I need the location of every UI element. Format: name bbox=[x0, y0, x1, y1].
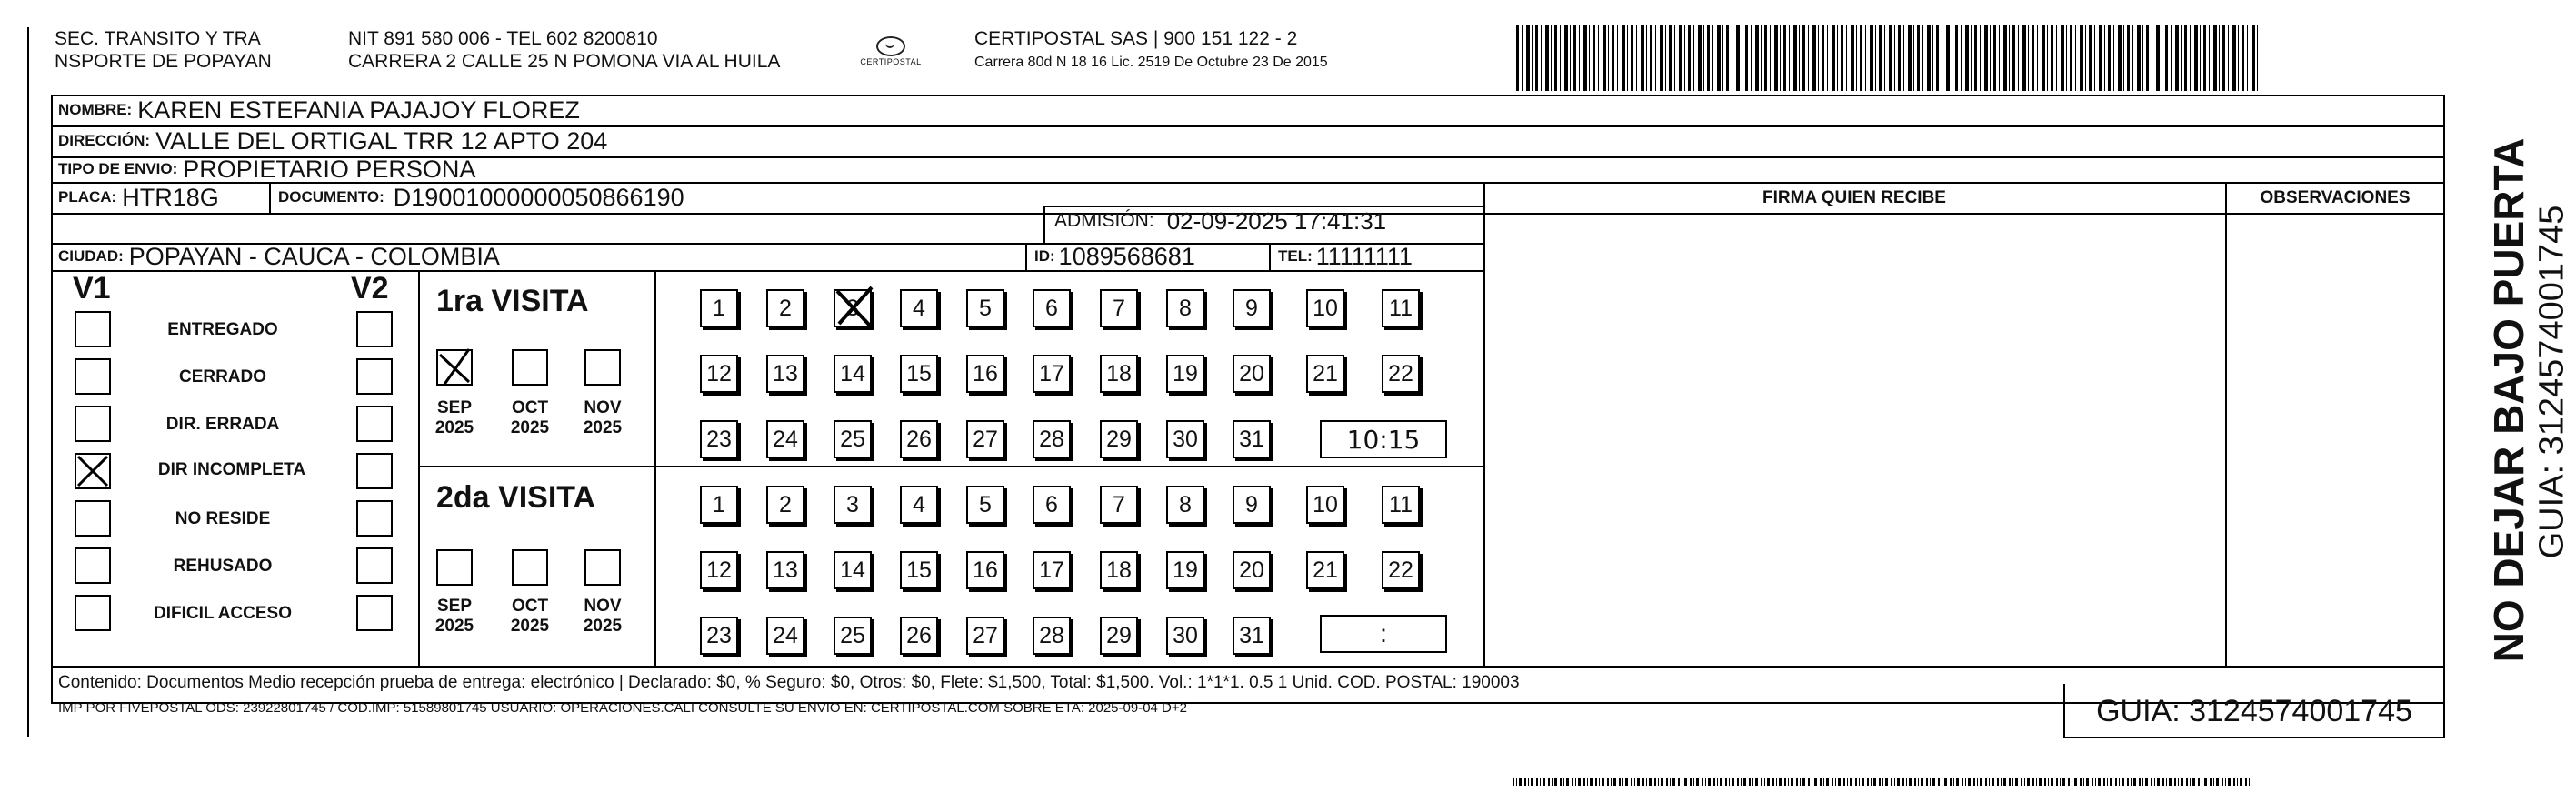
admision-label: ADMISIÓN: bbox=[1054, 210, 1154, 231]
v1-day-box-14[interactable]: 14 bbox=[834, 355, 872, 393]
v1-day-box-5[interactable]: 5 bbox=[966, 289, 1004, 327]
status-label-dir-errada: DIR. ERRADA bbox=[165, 415, 280, 434]
frame-right bbox=[2443, 95, 2445, 704]
tipo-value: PROPIETARIO PERSONA bbox=[183, 155, 476, 183]
v2-day-box-27[interactable]: 27 bbox=[966, 617, 1004, 655]
v1-day-box-12[interactable]: 12 bbox=[700, 355, 738, 393]
tel-divider bbox=[1269, 243, 1271, 270]
footer-mini-barcode bbox=[1513, 778, 2252, 786]
visit2-month-nov-name: NOV bbox=[584, 597, 622, 616]
v2-day-box-17[interactable]: 17 bbox=[1033, 551, 1071, 589]
v2-day-box-24[interactable]: 24 bbox=[766, 617, 804, 655]
id-label: ID: bbox=[1034, 247, 1055, 265]
visit2-month-sep-checkbox[interactable] bbox=[436, 549, 473, 586]
visit2-time-box[interactable]: : bbox=[1320, 615, 1447, 653]
sender-address: CARRERA 2 CALLE 25 N POMONA VIA AL HUILA bbox=[348, 51, 781, 72]
v1-day-box-16[interactable]: 16 bbox=[966, 355, 1004, 393]
admision-row bbox=[1054, 207, 1386, 235]
status-label-cerrado: CERRADO bbox=[178, 367, 267, 386]
nombre-row bbox=[58, 95, 580, 125]
admision-value: 02-09-2025 17:41:31 bbox=[1166, 206, 1387, 235]
v2-label: V2 bbox=[351, 271, 389, 306]
visit1-month-oct-name: OCT bbox=[511, 398, 549, 417]
v1-day-box-17[interactable]: 17 bbox=[1033, 355, 1071, 393]
v2-day-box-3[interactable]: 3 bbox=[834, 486, 872, 524]
v2-day-box-10[interactable]: 10 bbox=[1306, 486, 1344, 524]
v1-day-box-2[interactable]: 2 bbox=[766, 289, 804, 327]
status-label-dificil-acceso: DIFICIL ACCESO bbox=[153, 604, 292, 623]
v1-day-box-13[interactable]: 13 bbox=[766, 355, 804, 393]
v2-checkbox-dificil-acceso[interactable] bbox=[356, 595, 393, 631]
v1-day-box-31[interactable]: 31 bbox=[1233, 420, 1271, 458]
visit1-month-nov-year: 2025 bbox=[583, 418, 623, 437]
v1-checkbox-rehusado[interactable] bbox=[75, 547, 111, 584]
direccion-row bbox=[58, 125, 607, 156]
visit2-month-oct bbox=[503, 597, 557, 637]
ciudad-label: CIUDAD: bbox=[58, 247, 124, 265]
v1-day-box-10[interactable]: 10 bbox=[1306, 289, 1344, 327]
v1-checkbox-dir-incompleta[interactable] bbox=[75, 453, 111, 489]
v2-day-box-8[interactable]: 8 bbox=[1166, 486, 1204, 524]
v1-checkbox-cerrado[interactable] bbox=[75, 358, 111, 395]
v2-day-box-21[interactable]: 21 bbox=[1306, 551, 1344, 589]
visit1-month-oct bbox=[503, 398, 557, 438]
checked-x-icon bbox=[433, 346, 476, 389]
v2-checkbox-rehusado[interactable] bbox=[356, 547, 393, 584]
v1-day-box-4[interactable]: 4 bbox=[900, 289, 938, 327]
v2-day-box-4[interactable]: 4 bbox=[900, 486, 938, 524]
documento-value: D19001000000050866190 bbox=[393, 183, 684, 211]
v2-day-box-22[interactable]: 22 bbox=[1382, 551, 1420, 589]
visit1-title: 1ra VISITA bbox=[436, 284, 589, 318]
side-guia: GUIA: 3124574001745 bbox=[2532, 205, 2571, 559]
v2-checkbox-dir-incompleta[interactable] bbox=[356, 453, 393, 489]
v2-day-box-19[interactable]: 19 bbox=[1166, 551, 1204, 589]
frame-left bbox=[51, 95, 53, 704]
sender-name-line2: NSPORTE DE POPAYAN bbox=[55, 51, 272, 72]
tel-value: 11111111 bbox=[1315, 242, 1413, 270]
v2-day-box-23[interactable]: 23 bbox=[700, 617, 738, 655]
v1-day-box-25[interactable]: 25 bbox=[834, 420, 872, 458]
visit2-title: 2da VISITA bbox=[436, 480, 596, 515]
tipo-label: TIPO DE ENVIO: bbox=[58, 160, 178, 177]
v1-day-box-11[interactable]: 11 bbox=[1382, 289, 1420, 327]
v2-day-box-1[interactable]: 1 bbox=[700, 486, 738, 524]
v2-checkbox-cerrado[interactable] bbox=[356, 358, 393, 395]
visit1-month-oct-checkbox[interactable] bbox=[512, 349, 548, 386]
v2-checkbox-entregado[interactable] bbox=[356, 311, 393, 347]
tel-label: TEL: bbox=[1278, 247, 1313, 265]
v1-checkbox-entregado[interactable] bbox=[75, 311, 111, 347]
v1-day-box-30[interactable]: 30 bbox=[1166, 420, 1204, 458]
v1-day-box-3[interactable]: 3 bbox=[834, 289, 872, 327]
documento-row bbox=[278, 182, 684, 213]
status-label-no-reside: NO RESIDE bbox=[175, 509, 271, 528]
placa-label: PLACA: bbox=[58, 188, 117, 206]
observations-area[interactable] bbox=[2229, 215, 2441, 664]
visit1-month-sep-checkbox[interactable] bbox=[436, 349, 473, 386]
v2-day-box-6[interactable]: 6 bbox=[1033, 486, 1071, 524]
visit2-month-sep-name: SEP bbox=[436, 597, 473, 616]
v1-day-box-22[interactable]: 22 bbox=[1382, 355, 1420, 393]
visit2-month-nov-checkbox[interactable] bbox=[584, 549, 621, 586]
v2-day-box-7[interactable]: 7 bbox=[1100, 486, 1138, 524]
sender-name-line1: SEC. TRANSITO Y TRA bbox=[55, 28, 261, 49]
visit1-month-sep-year: 2025 bbox=[434, 418, 474, 437]
v1-day-box-7[interactable]: 7 bbox=[1100, 289, 1138, 327]
side-warning: NO DEJAR BAJO PUERTA bbox=[2485, 137, 2532, 663]
logo-text: CERTIPOSTAL bbox=[860, 57, 922, 66]
carrier-name: CERTIPOSTAL SAS | 900 151 122 - 2 bbox=[974, 28, 1298, 49]
guia-box: GUIA: 3124574001745 bbox=[2096, 693, 2412, 728]
v2-day-box-13[interactable]: 13 bbox=[766, 551, 804, 589]
checked-x-icon bbox=[830, 284, 877, 331]
visit1-time-box[interactable]: 10:15 bbox=[1320, 420, 1447, 458]
month-divider bbox=[654, 272, 656, 666]
v1-day-box-23[interactable]: 23 bbox=[700, 420, 738, 458]
direccion-value: VALLE DEL ORTIGAL TRR 12 APTO 204 bbox=[155, 126, 608, 155]
v1-day-box-19[interactable]: 19 bbox=[1166, 355, 1204, 393]
visit1-month-oct-year: 2025 bbox=[510, 418, 550, 437]
v1-day-box-21[interactable]: 21 bbox=[1306, 355, 1344, 393]
visit1-month-nov-name: NOV bbox=[584, 398, 622, 417]
id-value: 1089568681 bbox=[1058, 242, 1195, 270]
visit2-month-oct-name: OCT bbox=[511, 597, 549, 616]
visit2-month-sep-year: 2025 bbox=[434, 617, 474, 636]
v1-day-box-6[interactable]: 6 bbox=[1033, 289, 1071, 327]
visit1-month-sep bbox=[427, 398, 482, 438]
visit2-month-oct-checkbox[interactable] bbox=[512, 549, 548, 586]
v2-day-box-16[interactable]: 16 bbox=[966, 551, 1004, 589]
v2-day-box-14[interactable]: 14 bbox=[834, 551, 872, 589]
signature-area[interactable] bbox=[1485, 215, 2223, 664]
v1-day-box-24[interactable]: 24 bbox=[766, 420, 804, 458]
v1-day-box-27[interactable]: 27 bbox=[966, 420, 1004, 458]
v1-day-box-8[interactable]: 8 bbox=[1166, 289, 1204, 327]
v1-day-box-28[interactable]: 28 bbox=[1033, 420, 1071, 458]
v2-day-box-18[interactable]: 18 bbox=[1100, 551, 1138, 589]
v1-day-box-15[interactable]: 15 bbox=[900, 355, 938, 393]
row-line-6 bbox=[51, 270, 1485, 272]
observaciones-label: OBSERVACIONES bbox=[2260, 188, 2411, 207]
v2-day-box-29[interactable]: 29 bbox=[1100, 617, 1138, 655]
left-margin-line bbox=[27, 27, 29, 737]
status-divider bbox=[418, 272, 420, 666]
footer-print-line: IMP POR FIVEPOSTAL ODS: 23922801745 / COD.IMP: 51589801745 USUARIO: OPERACIONES.CALI CONSULTE SU ENVIO EN: CERTIPOSTAL.COM SOBRE ETA: 2025-09-04 D+2 bbox=[58, 700, 1187, 716]
v2-day-box-30[interactable]: 30 bbox=[1166, 617, 1204, 655]
v1-day-box-20[interactable]: 20 bbox=[1233, 355, 1271, 393]
v2-day-box-2[interactable]: 2 bbox=[766, 486, 804, 524]
carrier-logo bbox=[850, 36, 932, 66]
v1-day-box-18[interactable]: 18 bbox=[1100, 355, 1138, 393]
id-divider bbox=[1025, 243, 1027, 270]
v1-checkbox-dificil-acceso[interactable] bbox=[75, 595, 111, 631]
guia-box-bottom bbox=[2063, 737, 2445, 738]
v2-checkbox-dir-errada[interactable] bbox=[356, 406, 393, 442]
v1-label: V1 bbox=[73, 271, 111, 306]
v2-day-box-11[interactable]: 11 bbox=[1382, 486, 1420, 524]
tipo-row bbox=[58, 156, 475, 182]
sender-nit: NIT 891 580 006 - TEL 602 8200810 bbox=[348, 28, 658, 49]
visit-divider bbox=[418, 466, 1483, 467]
v2-day-box-20[interactable]: 20 bbox=[1233, 551, 1271, 589]
carrier-license: Carrera 80d N 18 16 Lic. 2519 De Octubre 23 De 2015 bbox=[974, 55, 1328, 70]
v2-day-box-15[interactable]: 15 bbox=[900, 551, 938, 589]
status-label-entregado: ENTREGADO bbox=[167, 320, 278, 339]
guia-box-right bbox=[2443, 684, 2445, 738]
visit2-month-sep bbox=[427, 597, 482, 637]
ciudad-row bbox=[58, 243, 500, 270]
visit2-month-nov bbox=[575, 597, 630, 637]
obs-divider bbox=[2225, 182, 2227, 668]
v1-day-box-9[interactable]: 9 bbox=[1233, 289, 1271, 327]
v1-day-box-26[interactable]: 26 bbox=[900, 420, 938, 458]
visit2-month-nov-year: 2025 bbox=[583, 617, 623, 636]
id-row bbox=[1034, 243, 1195, 270]
v2-day-box-5[interactable]: 5 bbox=[966, 486, 1004, 524]
logo-mark-icon bbox=[876, 36, 905, 56]
v2-day-box-31[interactable]: 31 bbox=[1233, 617, 1271, 655]
visit1-month-nov-checkbox[interactable] bbox=[584, 349, 621, 386]
v1-checkbox-dir-errada[interactable] bbox=[75, 406, 111, 442]
documento-label: DOCUMENTO: bbox=[278, 188, 384, 206]
placa-row bbox=[58, 182, 219, 213]
nombre-value: KAREN ESTEFANIA PAJAJOY FLOREZ bbox=[137, 95, 580, 124]
visit2-month-oct-year: 2025 bbox=[510, 617, 550, 636]
admision-divider bbox=[1043, 206, 1045, 244]
placa-value: HTR18G bbox=[122, 183, 219, 211]
tel-row bbox=[1278, 243, 1413, 270]
v2-day-box-28[interactable]: 28 bbox=[1033, 617, 1071, 655]
visit1-month-nov bbox=[575, 398, 630, 438]
v1-day-box-1[interactable]: 1 bbox=[700, 289, 738, 327]
visit1-month-sep-name: SEP bbox=[436, 398, 473, 417]
nombre-label: NOMBRE: bbox=[58, 101, 133, 118]
direccion-label: DIRECCIÓN: bbox=[58, 132, 151, 149]
footer-content-line: Contenido: Documentos Medio recepción prueba de entrega: electrónico | Declarado: $0, % Seguro: $0, Otros: $0, Flete: $1,500, Total: $1,500. Vol.: 1*1*1. 0.5 1 Unid. COD. POSTAL: 190003 bbox=[58, 673, 1520, 692]
v2-day-box-26[interactable]: 26 bbox=[900, 617, 938, 655]
firma-label: FIRMA QUIEN RECIBE bbox=[1762, 188, 1946, 207]
status-label-rehusado: REHUSADO bbox=[173, 557, 273, 576]
status-label-dir-incompleta: DIR INCOMPLETA bbox=[157, 460, 306, 479]
v2-checkbox-no-reside[interactable] bbox=[356, 500, 393, 537]
v2-day-box-9[interactable]: 9 bbox=[1233, 486, 1271, 524]
footer-top-line bbox=[51, 666, 2443, 668]
checked-x-icon bbox=[75, 453, 111, 489]
v2-day-box-25[interactable]: 25 bbox=[834, 617, 872, 655]
main-barcode bbox=[1516, 25, 2261, 91]
ciudad-value: POPAYAN - CAUCA - COLOMBIA bbox=[128, 242, 500, 270]
v1-checkbox-no-reside[interactable] bbox=[75, 500, 111, 537]
v1-day-box-29[interactable]: 29 bbox=[1100, 420, 1138, 458]
placa-divider bbox=[269, 182, 271, 213]
v2-day-box-12[interactable]: 12 bbox=[700, 551, 738, 589]
